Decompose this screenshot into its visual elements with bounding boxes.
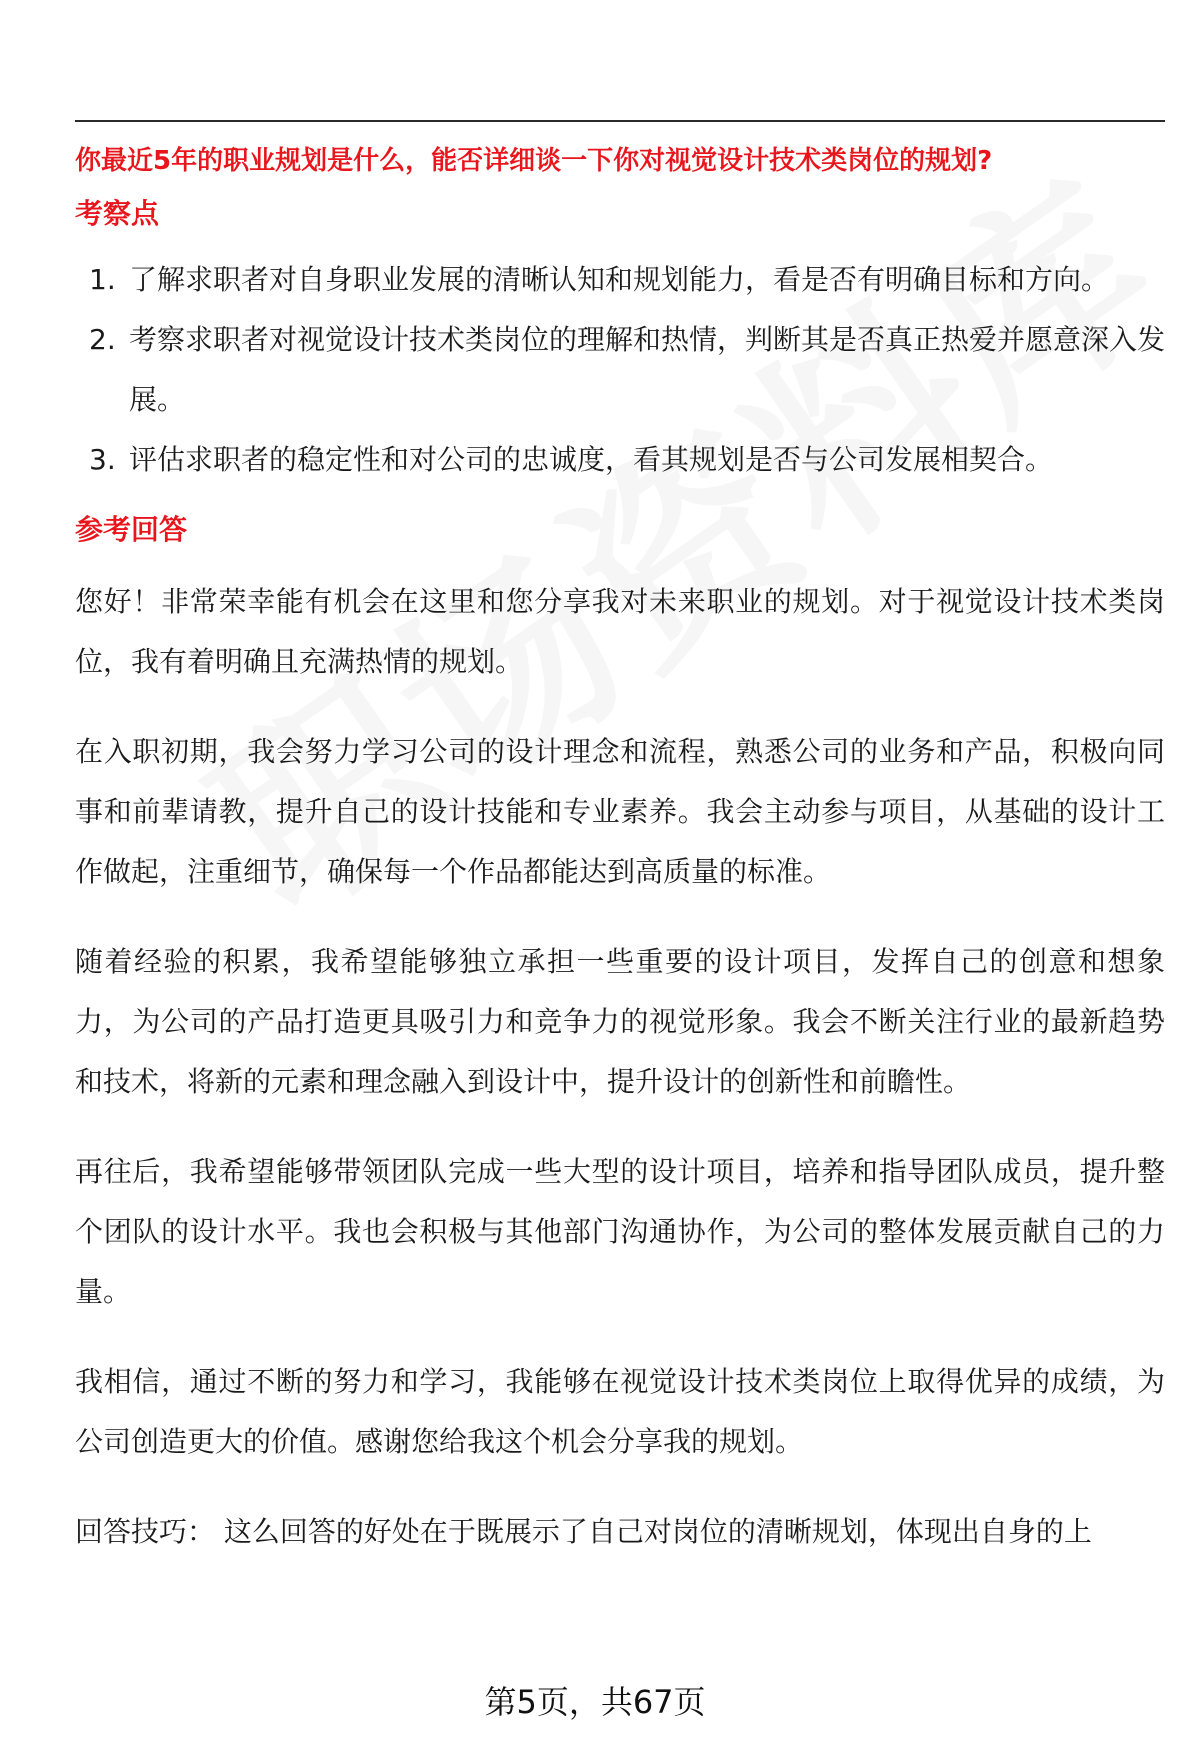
answer-tips: 回答技巧： 这么回答的好处在于既展示了自己对岗位的清晰规划，体现出自身的上: [75, 1515, 1092, 1548]
answer-paragraph: 随着经验的积累，我希望能够独立承担一些重要的设计项目，发挥自己的创意和想象力，为公司的产品打造更具吸引力和竞争力的视觉形象。我会不断关注行业的最新趋势和技术，将新的元素和理念融入到设计中，提升设计的创新性和前瞻性。: [75, 945, 1165, 1098]
document-body: [75, 138, 1165, 1562]
question-heading: 你最近5年的职业规划是什么，能否详细谈一下你对视觉设计技术类岗位的规划?: [75, 146, 993, 176]
list-item: [75, 310, 1165, 430]
list-item-text: 考察求职者对视觉设计技术类岗位的理解和热情，判断其是否真正热爱并愿意深入发展。: [129, 323, 1166, 416]
answer-paragraph: 再往后，我希望能够带领团队完成一些大型的设计项目，培养和指导团队成员，提升整个团队的设计水平。我也会积极与其他部门沟通协作，为公司的整体发展贡献自己的力量。: [75, 1155, 1165, 1308]
list-item-number: 1.: [89, 263, 116, 296]
list-item-text: 评估求职者的稳定性和对公司的忠诚度，看其规划是否与公司发展相契合。: [129, 443, 1054, 476]
list-item-number: 2.: [89, 323, 116, 356]
list-item-text: 了解求职者对自身职业发展的清晰认知和规划能力，看是否有明确目标和方向。: [129, 263, 1110, 296]
answer-title: 参考回答: [75, 513, 188, 546]
answer-paragraph: 您好！非常荣幸能有机会在这里和您分享我对未来职业的规划。对于视觉设计技术类岗位，我有着明确且充满热情的规划。: [75, 585, 1165, 678]
answer-paragraph: 在入职初期，我会努力学习公司的设计理念和流程，熟悉公司的业务和产品，积极向同事和前辈请教，提升自己的设计技能和专业素养。我会主动参与项目，从基础的设计工作做起，注重细节，确保每一个作品都能达到高质量的标准。: [75, 735, 1165, 888]
exam-points-list: [75, 250, 1165, 490]
list-item: [75, 250, 1165, 310]
header-rule: [75, 120, 1165, 122]
answer-paragraph: 我相信，通过不断的努力和学习，我能够在视觉设计技术类岗位上取得优异的成绩，为公司创造更大的价值。感谢您给我这个机会分享我的规划。: [75, 1365, 1165, 1458]
exam-points-title: 考察点: [75, 197, 160, 230]
list-item-number: 3.: [89, 443, 116, 476]
list-item: [75, 430, 1165, 490]
page-number: 第5页，共67页: [484, 1683, 706, 1721]
